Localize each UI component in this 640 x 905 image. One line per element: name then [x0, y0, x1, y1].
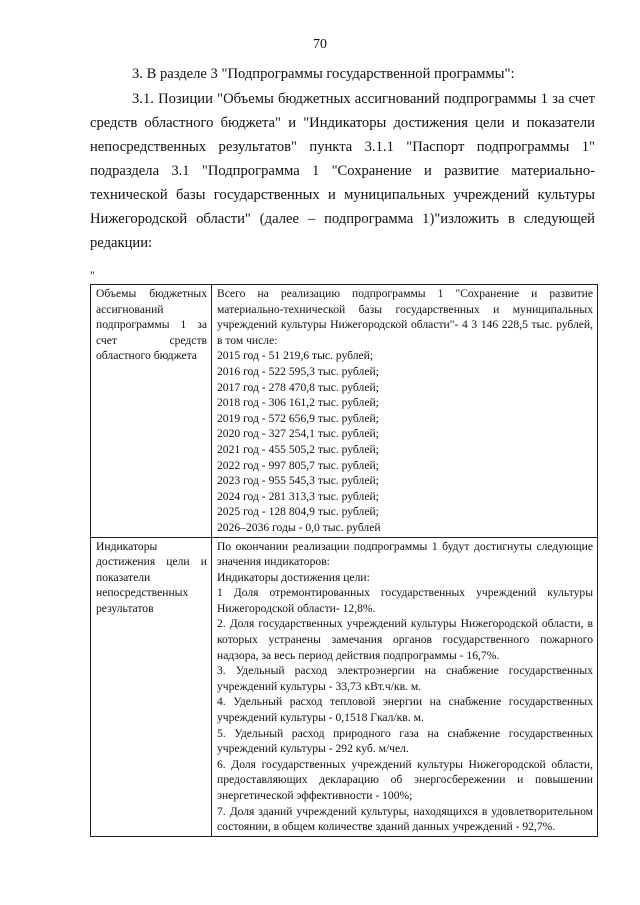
budget-row [91, 285, 598, 538]
indicator-item: 6. Доля государственных учреждений культуры Нижегородской области, предоставляющих декларацию об энергосбережении и повышении энергетической эффективности - 100%; [217, 757, 593, 802]
section-heading: 3. В разделе 3 "Подпрограммы государственной программы": [132, 66, 515, 82]
budget-year-line: 2026–2036 годы - 0,0 тыс. рублей [217, 520, 381, 534]
subprogram-passport-table [90, 284, 598, 837]
indicator-item: 2. Доля государственных учреждений культуры Нижегородской области, в которых устранены замечания органов государственного пожарного надзора, за весь период действия подпрограммы - 16,7%. [217, 617, 593, 662]
budget-year-line: 2023 год - 955 545,3 тыс. рублей; [217, 474, 379, 488]
budget-year-line: 2021 год - 455 505,2 тыс. рублей; [217, 442, 379, 456]
budget-year-line: 2016 год - 522 595,3 тыс. рублей; [217, 364, 379, 378]
budget-year-line: 2024 год - 281 313,3 тыс. рублей; [217, 489, 379, 503]
budget-content [212, 285, 598, 538]
page-number: 70 [313, 37, 327, 52]
opening-quote: " [90, 268, 95, 282]
budget-year-line: 2020 год - 327 254,1 тыс. рублей; [217, 427, 379, 441]
indicators-intro: По окончании реализации подпрограммы 1 будут достигнуты следующие значения индикаторов: [217, 539, 593, 569]
budget-year-line: 2022 год - 997 805,7 тыс. рублей; [217, 458, 379, 472]
indicator-item: 7. Доля зданий учреждений культуры, находящихся в удовлетворительном состоянии, в общем количестве зданий данных учреждений - 92,7%. [217, 804, 593, 834]
budget-year-line: 2025 год - 128 804,9 тыс. рублей; [217, 505, 379, 519]
indicator-item: 5. Удельный расход природного газа на снабжение государственных учреждений культуры - 292 куб. м/чел. [217, 726, 593, 756]
indicators-label: Индикаторы достижения цели и показатели непосредственных результатов [91, 537, 212, 836]
indicators-row [91, 537, 598, 836]
indicator-item: 3. Удельный расход электроэнергии на снабжение государственных учреждений культуры - 33,73 кВт.ч/кв. м. [217, 664, 593, 693]
budget-year-line: 2018 год - 306 161,2 тыс. рублей; [217, 396, 379, 410]
indicator-item: 4. Удельный расход тепловой энергии на снабжение государственных учреждений культуры - 0,1518 Гкал/кв. м. [217, 695, 593, 725]
indicators-content [212, 537, 598, 836]
budget-year-line: 2019 год - 572 656,9 тыс. рублей; [217, 411, 379, 425]
indicators-subheading: Индикаторы достижения цели: [217, 570, 370, 584]
indicator-item: 1 Доля отремонтированных государственных учреждений культуры Нижегородской области- 12,8%. [217, 586, 593, 615]
budget-intro: Всего на реализацию подпрограммы 1 "Сохранение и развитие материально-технической базы государственных и муниципальных учреждений культуры Нижегородской области"- 4 3 146 228,5 тыс. рублей, в том числе: [217, 287, 593, 347]
budget-label: Объемы бюджетных ассигнований подпрограммы 1 за счет средств областного бюджета [91, 285, 212, 538]
intro-paragraph: 3.1. Позиции "Объемы бюджетных ассигнований подпрограммы 1 за счет средств областного бюджета" и "Индикаторы достижения цели и показатели непосредственных результатов" пункта 3.1.1 "Паспорт подпрограммы 1" подраздела 3.1 "Подпрограмма 1 "Сохранение и развитие материально-технической базы государственных и муниципальных учреждений культуры Нижегородской области" (далее – подпрограмма 1)"изложить в следующей редакции: [90, 91, 595, 251]
budget-year-line: 2017 год - 278 470,8 тыс. рублей; [217, 380, 379, 394]
budget-year-line: 2015 год - 51 219,6 тыс. рублей; [217, 349, 374, 363]
